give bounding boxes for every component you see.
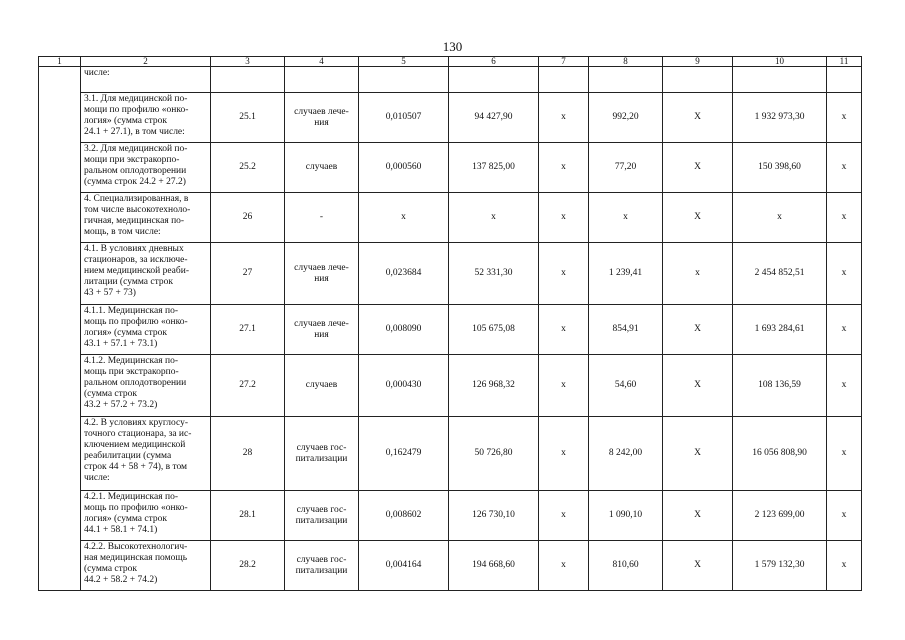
- cell-c5: 0,004164: [359, 541, 449, 591]
- cell-c2: 4. Специализированная, в том числе высокотехноло- гичная, медицинская по- мощь, в том числе:: [81, 193, 211, 243]
- cell-c6: x: [449, 193, 539, 243]
- cell-c6: 194 668,60: [449, 541, 539, 591]
- cell-c3: 27: [211, 243, 285, 305]
- cell-c5: 0,000430: [359, 355, 449, 417]
- cell-c6: 126 730,10: [449, 491, 539, 541]
- cell-c11: x: [827, 491, 862, 541]
- cell-c6: 137 825,00: [449, 143, 539, 193]
- cell-c7: x: [539, 355, 589, 417]
- cell-c6: 105 675,08: [449, 305, 539, 355]
- cell-c3: 25.2: [211, 143, 285, 193]
- cell-c4: случаев гос- питализации: [285, 417, 359, 491]
- cell-c11: x: [827, 93, 862, 143]
- cell-c10: 150 398,60: [733, 143, 827, 193]
- cell-c2: 4.2.1. Медицинская по- мощь по профилю «онко- логия» (сумма строк 44.1 + 58.1 + 74.1): [81, 491, 211, 541]
- cell-c10: 2 454 852,51: [733, 243, 827, 305]
- cell-c6: 50 726,80: [449, 417, 539, 491]
- page-number: 130: [442, 39, 463, 54]
- cell-c9: X: [663, 143, 733, 193]
- cell-c5: 0,008602: [359, 491, 449, 541]
- cell-c10: x: [733, 193, 827, 243]
- cell-c10: 1 932 973,30: [733, 93, 827, 143]
- cell-c8: 810,60: [589, 541, 663, 591]
- table-row: [39, 355, 862, 417]
- cell-c5: 0,162479: [359, 417, 449, 491]
- table-row: [39, 541, 862, 591]
- cell-c8: 8 242,00: [589, 417, 663, 491]
- cell-c7: x: [539, 93, 589, 143]
- cell-c11: x: [827, 143, 862, 193]
- cell-c8: x: [589, 193, 663, 243]
- cell-c8: 992,20: [589, 93, 663, 143]
- cell-c7: x: [539, 417, 589, 491]
- cell-c6: [449, 67, 539, 93]
- column-number-5: 5: [359, 57, 449, 67]
- cell-c10: 108 136,59: [733, 355, 827, 417]
- cell-c4: случаев лече- ния: [285, 305, 359, 355]
- cell-c9: X: [663, 355, 733, 417]
- cell-c11: x: [827, 193, 862, 243]
- column-number-10: 10: [733, 57, 827, 67]
- cell-c9: X: [663, 305, 733, 355]
- cell-c2: 4.1.1. Медицинская по- мощь по профилю «онко- логия» (сумма строк 43.1 + 57.1 + 73.1): [81, 305, 211, 355]
- cell-c10: 2 123 699,00: [733, 491, 827, 541]
- table-row: [39, 305, 862, 355]
- cell-c9: [663, 67, 733, 93]
- cell-c2: 4.2.2. Высокотехнологич- ная медицинская помощь (сумма строк 44.2 + 58.2 + 74.2): [81, 541, 211, 591]
- column-number-1: 1: [39, 57, 81, 67]
- table-row: [39, 143, 862, 193]
- cell-c11: x: [827, 541, 862, 591]
- cell-c3: 27.2: [211, 355, 285, 417]
- cell-c3: 28.1: [211, 491, 285, 541]
- cell-c4: случаев гос- питализации: [285, 491, 359, 541]
- cell-c9: X: [663, 193, 733, 243]
- cell-c5: 0,000560: [359, 143, 449, 193]
- cell-c8: 77,20: [589, 143, 663, 193]
- column-number-2: 2: [81, 57, 211, 67]
- cell-c4: случаев лече- ния: [285, 93, 359, 143]
- cell-c5: 0,023684: [359, 243, 449, 305]
- cell-c9: X: [663, 417, 733, 491]
- cell-c9: x: [663, 243, 733, 305]
- cell-c7: x: [539, 143, 589, 193]
- cell-c6: 94 427,90: [449, 93, 539, 143]
- cell-c3: 28: [211, 417, 285, 491]
- cell-c10: [733, 67, 827, 93]
- table-row: [39, 93, 862, 143]
- cell-c5: 0,008090: [359, 305, 449, 355]
- table-row: [39, 193, 862, 243]
- cell-c8: 1 090,10: [589, 491, 663, 541]
- cell-c3: [211, 67, 285, 93]
- data-table: [38, 56, 862, 591]
- cell-c7: x: [539, 491, 589, 541]
- cell-c10: 16 056 808,90: [733, 417, 827, 491]
- column-number-11: 11: [827, 57, 862, 67]
- cell-c2: 4.1. В условиях дневных стационаров, за исключе- нием медицинской реаби- литации (сумма строк 43 + 57 + 73): [81, 243, 211, 305]
- cell-c11: x: [827, 243, 862, 305]
- cell-c5: x: [359, 193, 449, 243]
- cell-c3: 28.2: [211, 541, 285, 591]
- cell-c6: 52 331,30: [449, 243, 539, 305]
- cell-c3: 25.1: [211, 93, 285, 143]
- cell-c8: 54,60: [589, 355, 663, 417]
- column-number-4: 4: [285, 57, 359, 67]
- cell-c11: x: [827, 417, 862, 491]
- cell-c4: случаев гос- питализации: [285, 541, 359, 591]
- cell-c4: случаев лече- ния: [285, 243, 359, 305]
- cell-c8: 854,91: [589, 305, 663, 355]
- table-row: [39, 491, 862, 541]
- column-number-7: 7: [539, 57, 589, 67]
- cell-c9: X: [663, 93, 733, 143]
- cell-c9: X: [663, 491, 733, 541]
- table-row: [39, 417, 862, 491]
- cell-c6: 126 968,32: [449, 355, 539, 417]
- cell-c2: 4.2. В условиях круглосу- точного стационара, за ис- ключением медицинской реабилитации (сумма строк 44 + 58 + 74), в том числе:: [81, 417, 211, 491]
- cell-c4: случаев: [285, 143, 359, 193]
- cell-c3: 26: [211, 193, 285, 243]
- cell-c10: 1 693 284,61: [733, 305, 827, 355]
- cell-c2: числе:: [81, 67, 211, 93]
- cell-c2: 3.2. Для медицинской по- мощи при экстракорпо- ральном оплодотворении (сумма строк 24.2 + 27.2): [81, 143, 211, 193]
- cell-c7: [539, 67, 589, 93]
- cell-c5: 0,010507: [359, 93, 449, 143]
- cell-c9: X: [663, 541, 733, 591]
- cell-c7: x: [539, 541, 589, 591]
- column-number-9: 9: [663, 57, 733, 67]
- column-1-cell: [39, 67, 81, 591]
- cell-c8: 1 239,41: [589, 243, 663, 305]
- cell-c4: [285, 67, 359, 93]
- column-number-6: 6: [449, 57, 539, 67]
- cell-c2: 4.1.2. Медицинская по- мощь при экстракорпо- ральном оплодотворении (сумма строк 43.2 + 57.2 + 73.2): [81, 355, 211, 417]
- cell-c10: 1 579 132,30: [733, 541, 827, 591]
- cell-c5: [359, 67, 449, 93]
- cell-c7: x: [539, 193, 589, 243]
- cell-c4: случаев: [285, 355, 359, 417]
- cell-c3: 27.1: [211, 305, 285, 355]
- cell-c11: [827, 67, 862, 93]
- table-row: [39, 67, 862, 93]
- cell-c7: x: [539, 243, 589, 305]
- cell-c2: 3.1. Для медицинской по- мощи по профилю «онко- логия» (сумма строк 24.1 + 27.1), в том числе:: [81, 93, 211, 143]
- table-row: [39, 243, 862, 305]
- cell-c4: -: [285, 193, 359, 243]
- cell-c11: x: [827, 305, 862, 355]
- cell-c8: [589, 67, 663, 93]
- column-number-3: 3: [211, 57, 285, 67]
- column-number-row: [39, 57, 862, 67]
- cell-c7: x: [539, 305, 589, 355]
- column-number-8: 8: [589, 57, 663, 67]
- cell-c11: x: [827, 355, 862, 417]
